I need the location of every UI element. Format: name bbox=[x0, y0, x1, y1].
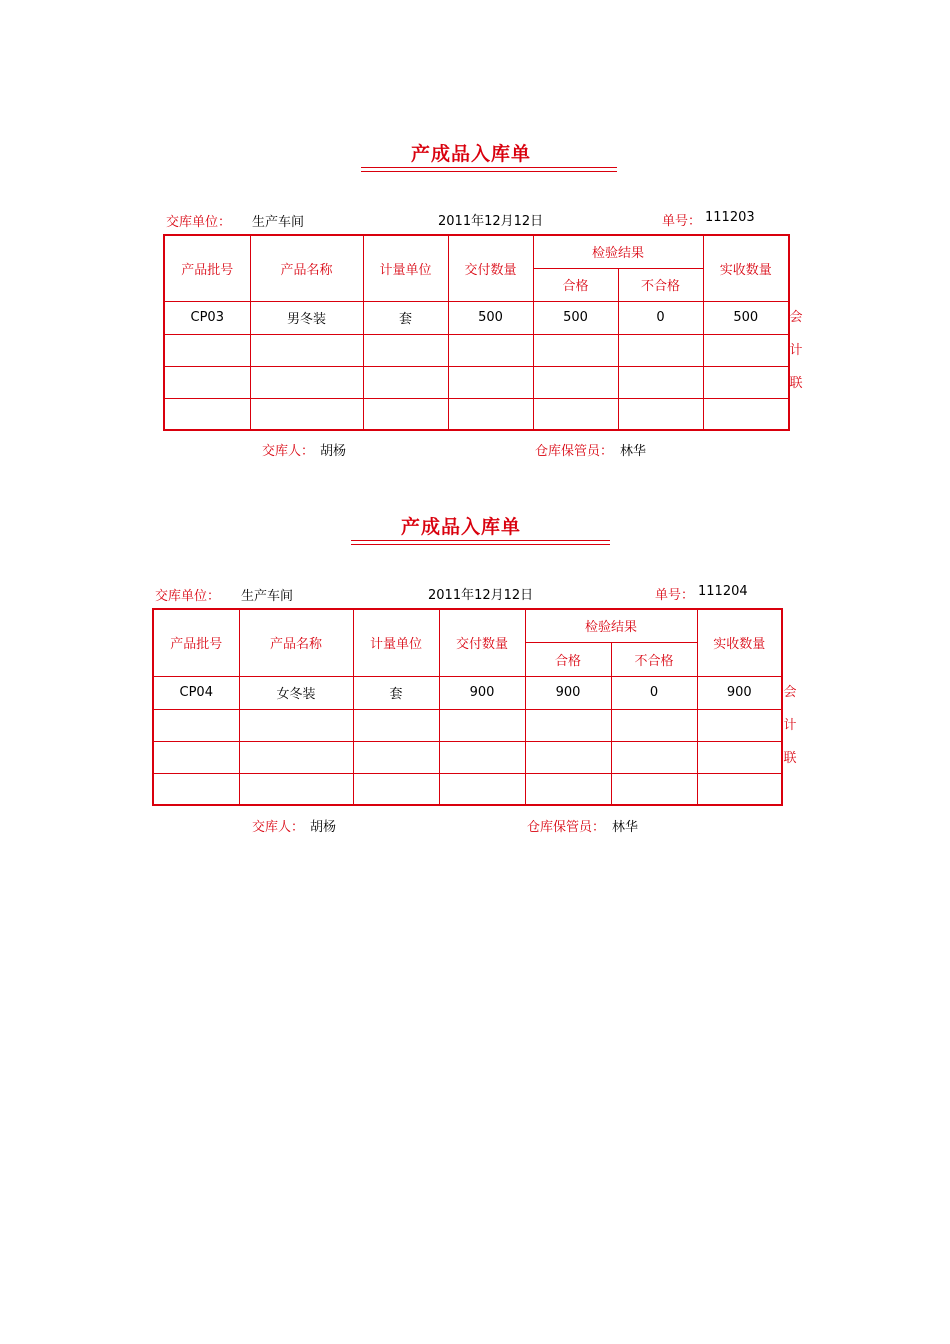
form-date: 2011年12月12日 bbox=[428, 588, 534, 603]
cell-fail: 0 bbox=[611, 676, 697, 709]
cell-batch: CP03 bbox=[164, 301, 250, 334]
table-row bbox=[153, 709, 782, 741]
doc-number-label: 单号： bbox=[662, 214, 702, 229]
header-product-name: 产品名称 bbox=[250, 235, 363, 301]
cell-received-qty: 500 bbox=[703, 301, 789, 334]
table-row bbox=[153, 773, 782, 805]
header-delivered-qty: 交付数量 bbox=[448, 235, 533, 301]
side-label-accounting: 会 计 联 bbox=[789, 310, 803, 391]
header-inspection-result: 检验结果 bbox=[533, 235, 703, 268]
header-fail: 不合格 bbox=[618, 268, 703, 301]
header-batch: 产品批号 bbox=[153, 609, 239, 676]
cell-delivered-qty: 500 bbox=[448, 301, 533, 334]
cell-product-name: 男冬装 bbox=[250, 301, 363, 334]
deliverer-name: 胡杨 bbox=[320, 444, 347, 459]
deliverer-label: 交库人： bbox=[252, 820, 305, 835]
header-fail: 不合格 bbox=[611, 642, 697, 676]
title-underline bbox=[351, 540, 610, 541]
form-title: 产成品入库单 bbox=[401, 516, 522, 538]
cell-unit: 套 bbox=[363, 301, 448, 334]
cell-delivered-qty: 900 bbox=[439, 676, 525, 709]
title-underline bbox=[351, 544, 610, 545]
header-pass: 合格 bbox=[533, 268, 618, 301]
header-inspection-result: 检验结果 bbox=[525, 609, 697, 642]
table-row bbox=[153, 676, 782, 709]
header-received-qty: 实收数量 bbox=[703, 235, 789, 301]
cell-pass: 500 bbox=[533, 301, 618, 334]
deliverer-label: 交库人： bbox=[262, 444, 315, 459]
keeper-name: 林华 bbox=[620, 444, 647, 459]
doc-number-value: 111204 bbox=[698, 584, 748, 599]
table-row bbox=[153, 741, 782, 773]
header-pass: 合格 bbox=[525, 642, 611, 676]
keeper-name: 林华 bbox=[612, 820, 639, 835]
cell-fail: 0 bbox=[618, 301, 703, 334]
dept-label: 交库单位： bbox=[166, 215, 232, 230]
dept-value: 生产车间 bbox=[241, 589, 294, 604]
doc-number-label: 单号： bbox=[655, 588, 695, 603]
header-unit: 计量单位 bbox=[363, 235, 448, 301]
header-received-qty: 实收数量 bbox=[697, 609, 782, 676]
table-row bbox=[164, 366, 789, 398]
header-delivered-qty: 交付数量 bbox=[439, 609, 525, 676]
header-batch: 产品批号 bbox=[164, 235, 250, 301]
cell-received-qty: 900 bbox=[697, 676, 782, 709]
cell-unit: 套 bbox=[353, 676, 439, 709]
table-row bbox=[164, 398, 789, 430]
keeper-label: 仓库保管员： bbox=[527, 820, 606, 835]
header-product-name: 产品名称 bbox=[239, 609, 353, 676]
deliverer-name: 胡杨 bbox=[310, 820, 337, 835]
cell-pass: 900 bbox=[525, 676, 611, 709]
dept-label: 交库单位： bbox=[155, 589, 221, 604]
doc-number-value: 111203 bbox=[705, 210, 755, 225]
keeper-label: 仓库保管员： bbox=[535, 444, 614, 459]
cell-product-name: 女冬装 bbox=[239, 676, 353, 709]
header-unit: 计量单位 bbox=[353, 609, 439, 676]
form-date: 2011年12月12日 bbox=[438, 214, 544, 229]
dept-value: 生产车间 bbox=[252, 215, 305, 230]
form-title: 产成品入库单 bbox=[411, 143, 532, 165]
side-label-accounting: 会 计 联 bbox=[783, 685, 797, 766]
cell-batch: CP04 bbox=[153, 676, 239, 709]
receipt-table bbox=[152, 608, 783, 806]
